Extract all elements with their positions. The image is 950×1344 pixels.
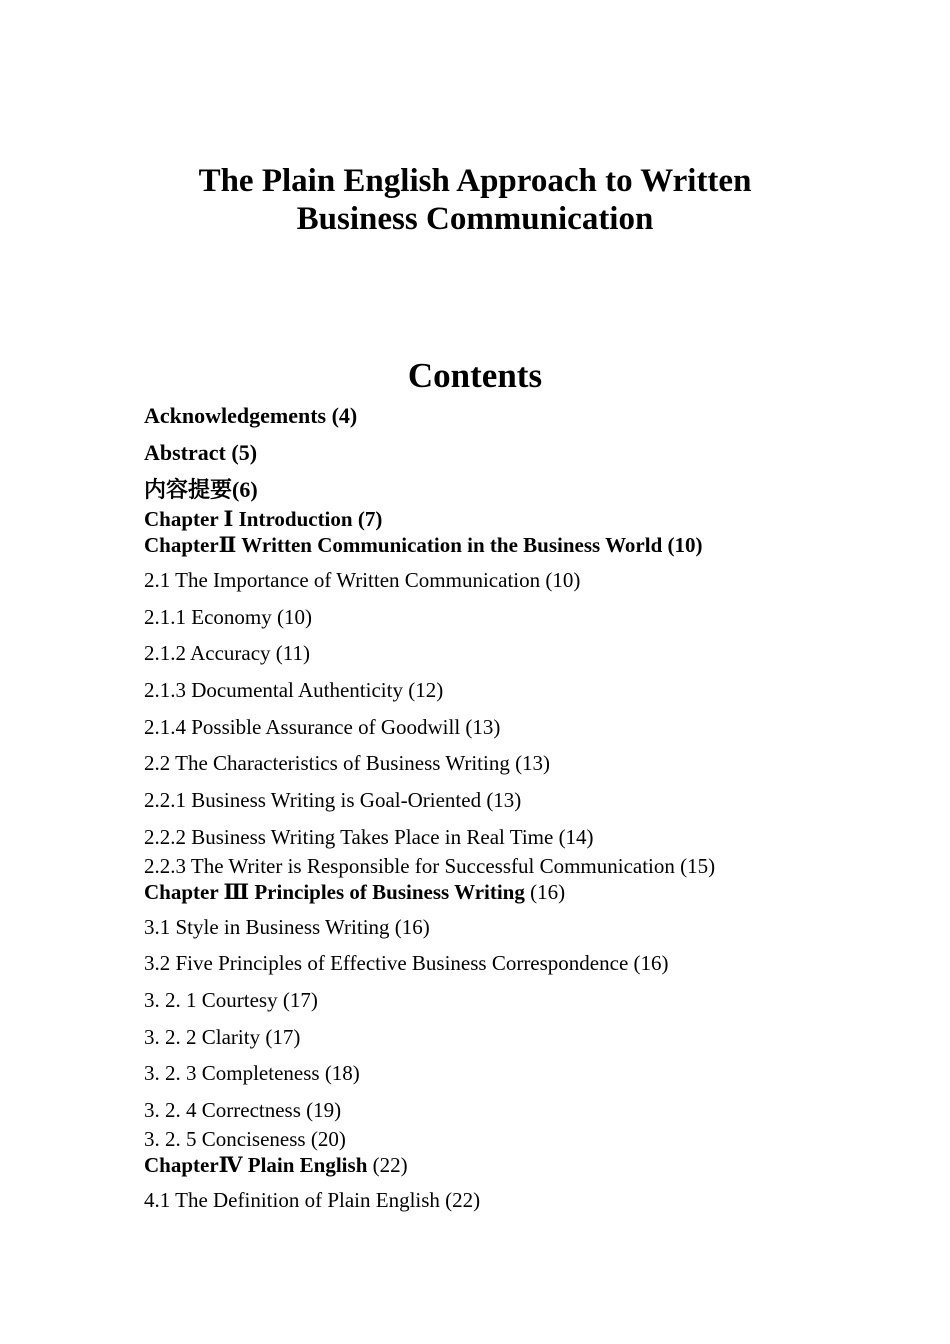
contents-heading: Contents — [407, 356, 543, 395]
toc-entry-3-2-2: 3. 2. 2 Clarity (17) — [144, 1025, 301, 1049]
toc-entry-2-2-1: 2.2.1 Business Writing is Goal-Oriented (13) — [144, 788, 522, 812]
toc-entry-chapter-3-page: (16) — [524, 880, 566, 904]
toc-entry-2-2-2: 2.2.2 Business Writing Takes Place in Real Time (14) — [144, 825, 594, 849]
toc-entry-chinese-abstract: 内容提要(6) — [144, 477, 258, 502]
toc-entry-acknowledgements: Acknowledgements (4) — [144, 403, 358, 428]
toc-entry-chapter-4-title: ChapterⅣ Plain English — [144, 1153, 368, 1177]
toc-entry-chapter-2: ChapterⅡ Written Communication in the Business World (10) — [144, 533, 703, 557]
toc-entry-2-1-1: 2.1.1 Economy (10) — [144, 605, 312, 629]
toc-entry-3-2-5: 3. 2. 5 Conciseness (20) — [144, 1127, 346, 1151]
document-title — [0, 162, 950, 238]
toc-entry-abstract: Abstract (5) — [144, 440, 258, 465]
toc-entry-chapter-3-title: Chapter Ⅲ Principles of Business Writing — [144, 880, 525, 904]
toc-entry-2-1-2: 2.1.2 Accuracy (11) — [144, 641, 310, 665]
toc-entry-2-2-3: 2.2.3 The Writer is Responsible for Successful Communication (15) — [144, 854, 716, 878]
toc-entry-chapter-4-page: (22) — [367, 1153, 408, 1177]
toc-entry-chapter-4 — [144, 1152, 408, 1178]
toc-entry-3-2: 3.2 Five Principles of Effective Business Correspondence (16) — [144, 951, 669, 975]
toc-entry-3-2-3: 3. 2. 3 Completeness (18) — [144, 1061, 360, 1085]
document-title-line-1: The Plain English Approach to Written — [198, 163, 752, 199]
toc-entry-3-2-4: 3. 2. 4 Correctness (19) — [144, 1098, 342, 1122]
toc-entry-chapter-3 — [144, 879, 565, 905]
toc-entry-2-1-4: 2.1.4 Possible Assurance of Goodwill (13) — [144, 715, 501, 739]
toc-entry-2-2: 2.2 The Characteristics of Business Writing (13) — [144, 751, 551, 775]
toc-entry-3-1: 3.1 Style in Business Writing (16) — [144, 915, 430, 939]
toc-entry-2-1-3: 2.1.3 Documental Authenticity (12) — [144, 678, 444, 702]
document-title-line-2: Business Communication — [296, 201, 654, 237]
toc-entry-2-1: 2.1 The Importance of Written Communication (10) — [144, 568, 581, 592]
toc-entry-3-2-1: 3. 2. 1 Courtesy (17) — [144, 988, 318, 1012]
toc-entry-chapter-1: Chapter Ⅰ Introduction (7) — [144, 507, 383, 531]
toc-entry-4-1: 4.1 The Definition of Plain English (22) — [144, 1188, 481, 1212]
